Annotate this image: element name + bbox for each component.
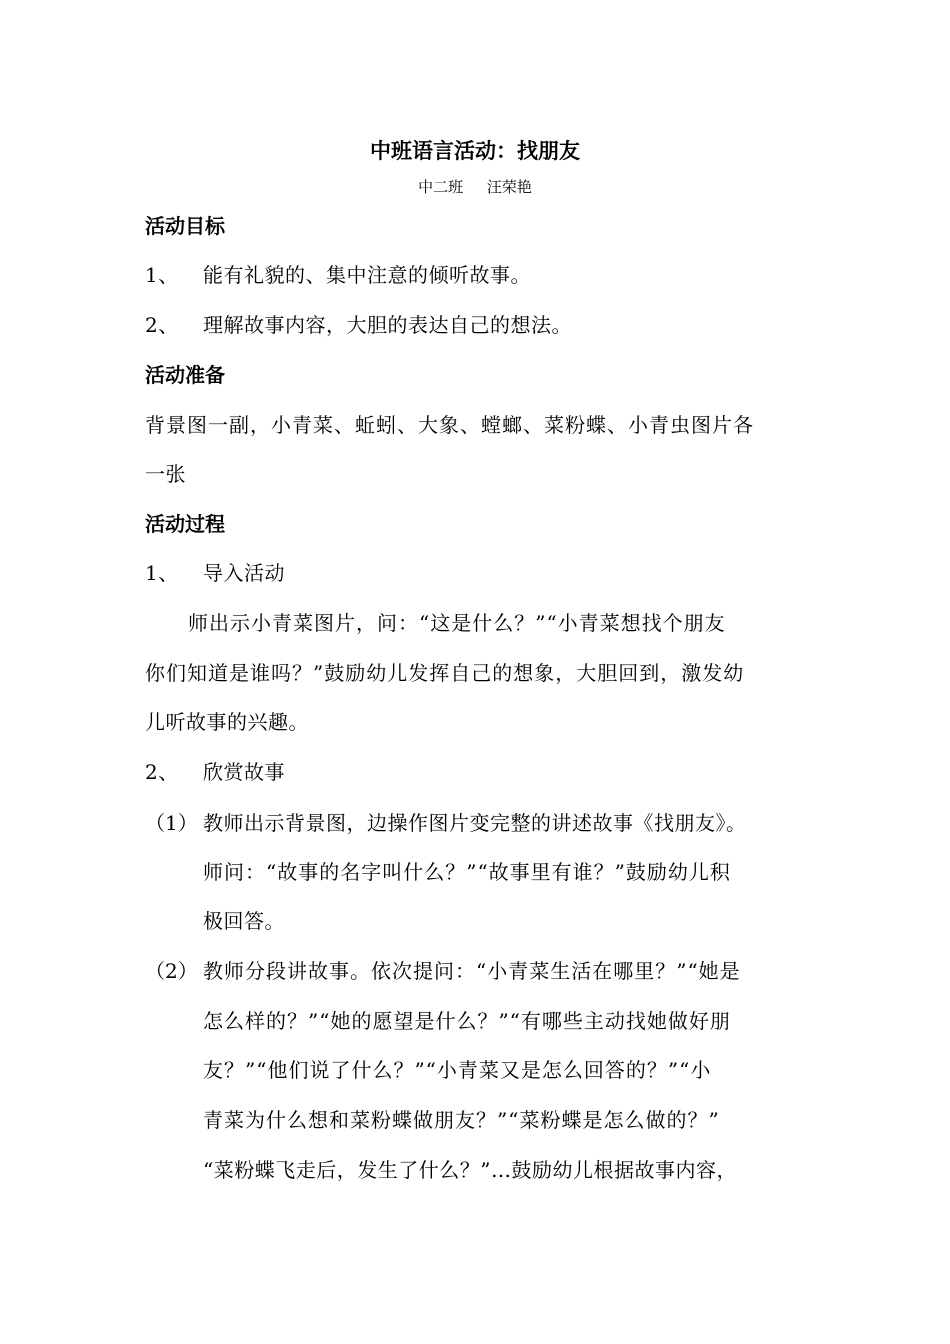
prep-line-1: 背景图一副，小青菜、蚯蚓、大象、螳螂、菜粉蝶、小青虫图片各 — [145, 413, 754, 437]
sub-2-line-5: “菜粉蝶飞走后，发生了什么？”…鼓励幼儿根据故事内容， — [203, 1158, 737, 1182]
sub-2-line-2: 怎么样的？”“她的愿望是什么？”“有哪些主动找她做好朋 — [203, 1009, 731, 1033]
sub-2-line-3: 友？”“他们说了什么？”“小青菜又是怎么回答的？”“小 — [203, 1058, 712, 1082]
goal-number: 1、 — [145, 263, 179, 287]
goal-number: 2、 — [145, 313, 179, 337]
sub-1-line-2: 师问：“故事的名字叫什么？”“故事里有谁？”鼓励幼儿积 — [203, 860, 731, 884]
step-1-line-3: 儿听故事的兴趣。 — [145, 710, 309, 734]
sub-step-number: （2） — [145, 959, 198, 983]
step-title: 导入活动 — [203, 561, 285, 585]
heading-prep: 活动准备 — [145, 363, 225, 387]
step-number: 1、 — [145, 561, 179, 585]
sub-2-line-1: 教师分段讲故事。依次提问：“小青菜生活在哪里？”“她是 — [203, 959, 741, 983]
goal-text: 能有礼貌的、集中注意的倾听故事。 — [203, 263, 531, 287]
byline: 中二班 汪荣艳 — [418, 178, 532, 196]
goal-text: 理解故事内容，大胆的表达自己的想法。 — [203, 313, 572, 337]
sub-2-line-4: 青菜为什么想和菜粉蝶做朋友？”“菜粉蝶是怎么做的？” — [203, 1108, 720, 1132]
step-number: 2、 — [145, 760, 179, 784]
heading-process: 活动过程 — [145, 512, 225, 536]
goal-item-1 — [145, 260, 810, 290]
sub-step-number: （1） — [145, 811, 198, 835]
document-title: 中班语言活动：找朋友 — [370, 139, 580, 163]
sub-1-line-3: 极回答。 — [203, 909, 285, 933]
heading-goals: 活动目标 — [145, 214, 225, 238]
step-title: 欣赏故事 — [203, 760, 285, 784]
prep-line-2: 一张 — [145, 462, 186, 486]
step-1-line-2: 你们知道是谁吗？”鼓励幼儿发挥自己的想象，大胆回到，激发幼 — [145, 661, 745, 685]
goal-item-2 — [145, 310, 810, 340]
step-1 — [145, 558, 810, 588]
sub-1-line-1: 教师出示背景图，边操作图片变完整的讲述故事《找朋友》。 — [203, 811, 747, 835]
step-2 — [145, 757, 810, 787]
step-1-line-1: 师出示小青菜图片，问：“这是什么？”“小青菜想找个朋友 — [188, 611, 726, 635]
